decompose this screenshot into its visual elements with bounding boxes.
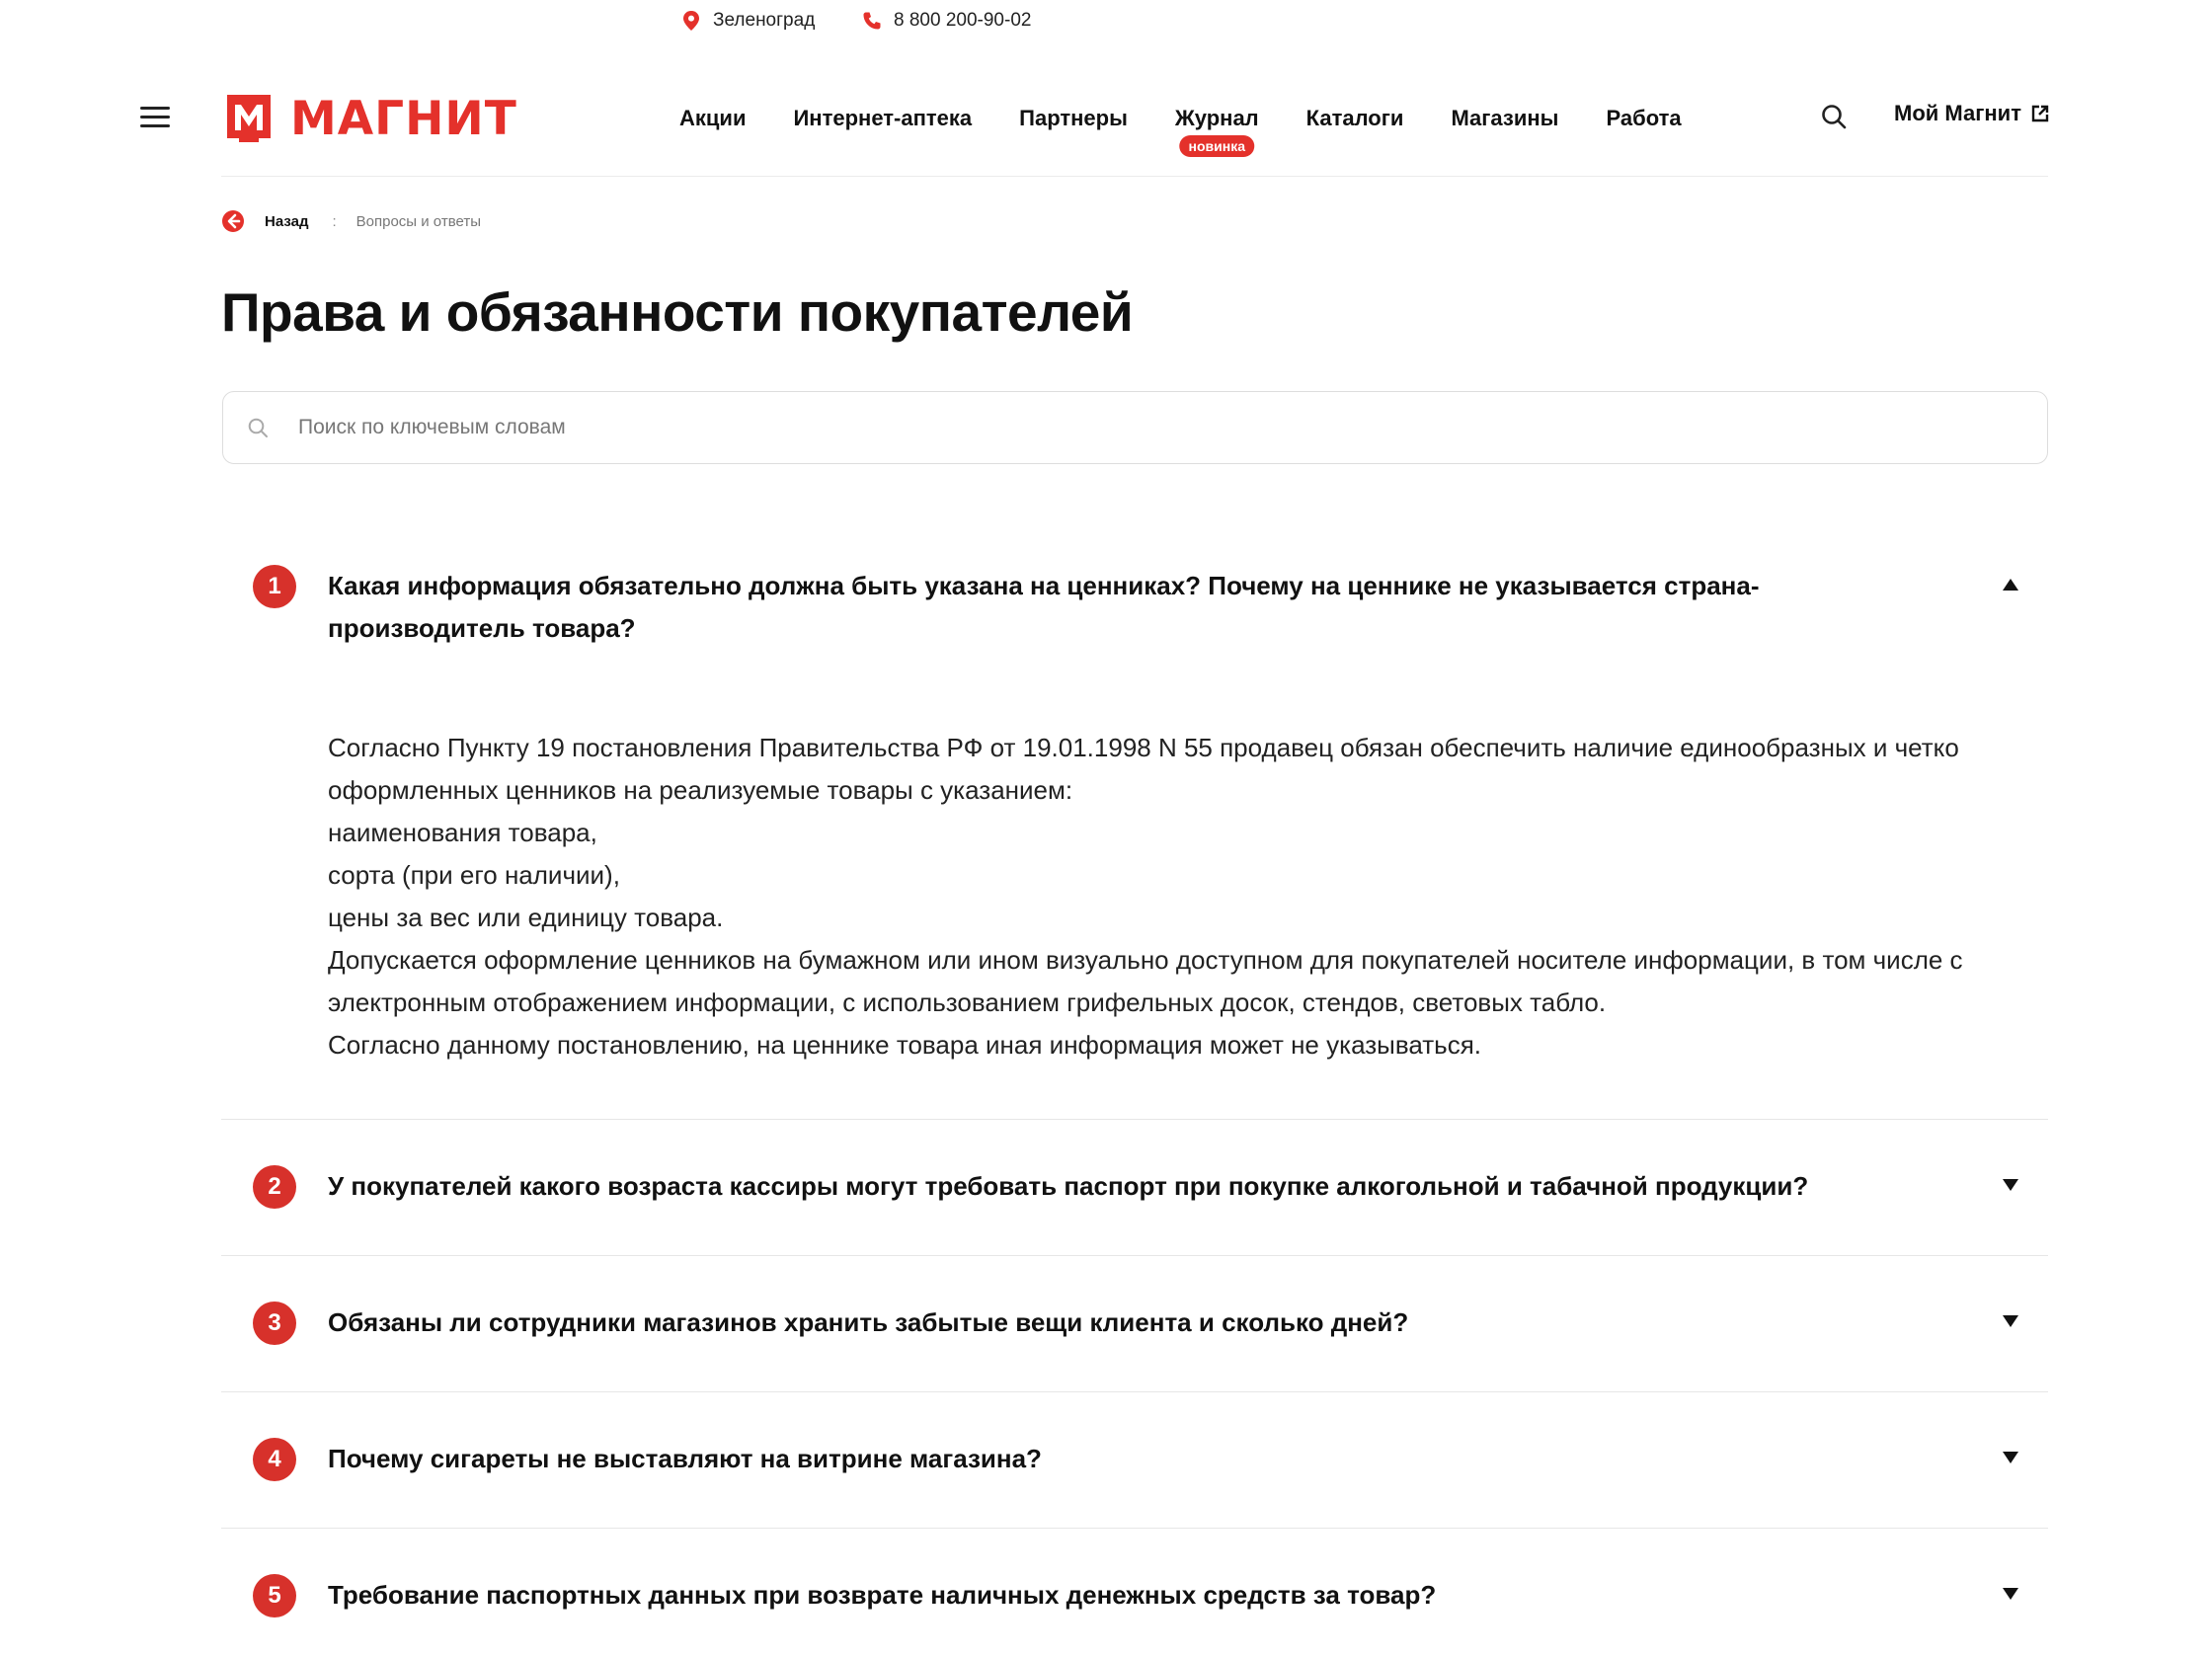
faq-question-text: Требование паспортных данных при возврате наличных денежных средств за товар? [328,1580,1437,1610]
phone-label: 8 800 200-90-02 [894,10,1032,31]
search-icon [247,417,269,438]
phone-link[interactable] [862,10,1031,32]
page-title: Права и обязанности покупателей [221,281,1134,343]
faq-search [222,391,2048,464]
site-header [0,69,2212,178]
faq-answer-paragraph: сорта (при его наличии), [328,860,620,890]
faq-answer-paragraph: Согласно Пункту 19 постановления Правительства РФ от 19.01.1998 N 55 продавец обязан обеспечить наличие единообразных и четко оформленных ценников на реализуемые товары с указанием: [328,733,1959,805]
chevron-down-icon[interactable] [2003,1315,2018,1327]
chevron-up-icon[interactable] [2003,579,2018,591]
faq-item [221,1529,2048,1657]
faq-question-text: У покупателей какого возраста кассиры могут требовать паспорт при покупке алкогольной и табачной продукции? [328,1171,1809,1201]
search-input[interactable] [298,392,2016,463]
nav-item-pharmacy[interactable]: Интернет-аптека [793,106,973,130]
faq-item [221,523,2048,1120]
nav-item-catalogs[interactable]: Каталоги [1305,106,1404,130]
nav-item-stores[interactable]: Магазины [1451,106,1559,130]
menu-burger-icon[interactable] [140,105,170,128]
faq-number-badge: 4 [253,1438,296,1481]
brand-logo[interactable] [221,91,517,146]
faq-question-toggle[interactable] [221,1120,2048,1256]
faq-number-badge: 1 [253,565,296,608]
faq-number-badge: 2 [253,1165,296,1209]
faq-answer-paragraph: цены за вес или единицу товара. [328,903,724,932]
nav-item-journal[interactable]: Журнал новинка [1175,106,1259,131]
faq-list [221,523,2048,1657]
city-selector[interactable] [681,10,815,32]
faq-question-toggle[interactable] [221,1256,2048,1392]
breadcrumb [221,209,481,233]
external-link-icon [2031,105,2049,122]
faq-item [221,1256,2048,1392]
header-search-icon[interactable] [1820,103,1848,130]
faq-number-badge: 3 [253,1302,296,1345]
my-magnit-link[interactable]: Мой Магнит [1894,101,2049,126]
magnit-logo-icon [221,91,276,146]
chevron-down-icon[interactable] [2003,1588,2018,1600]
faq-answer [328,727,1997,1066]
phone-icon [862,10,882,32]
main-nav [679,99,1729,154]
nav-item-promotions[interactable]: Акции [679,106,747,130]
nav-item-partners[interactable]: Партнеры [1019,106,1128,130]
header-divider [221,176,2048,177]
faq-question-text: Какая информация обязательно должна быть указана на ценниках? Почему на ценнике не указывается страна-производитель товара? [328,571,1760,643]
breadcrumb-separator: : [332,212,337,230]
faq-answer-paragraph: наименования товара, [328,818,597,847]
faq-item [221,1392,2048,1529]
chevron-down-icon[interactable] [2003,1179,2018,1191]
city-label: Зеленоград [713,10,816,31]
faq-question-text: Обязаны ли сотрудники магазинов хранить забытые вещи клиента и сколько дней? [328,1307,1409,1337]
faq-number-badge: 5 [253,1574,296,1618]
nav-item-jobs[interactable]: Работа [1606,106,1682,130]
location-pin-icon [681,10,701,32]
back-link[interactable]: Назад [265,212,309,230]
faq-question-toggle[interactable] [221,1529,2048,1657]
faq-item [221,1120,2048,1256]
breadcrumb-faq[interactable]: Вопросы и ответы [356,212,481,230]
faq-answer-paragraph: Допускается оформление ценников на бумажном или ином визуально доступном для покупателей носителе информации, в том числе с электронным отображением информации, с использованием грифельных досок, стендов, световых табло. [328,945,1963,1017]
faq-question-text: Почему сигареты не выставляют на витрине магазина? [328,1444,1042,1473]
faq-answer-paragraph: Согласно данному постановлению, на ценнике товара иная информация может не указываться. [328,1030,1482,1060]
faq-question-toggle[interactable] [221,1392,2048,1529]
new-badge: новинка [1180,135,1254,157]
logo-text: МАГНИТ [290,91,517,146]
top-contact-bar [0,0,2212,45]
faq-question-toggle[interactable] [221,523,2048,660]
back-arrow-icon[interactable] [221,209,245,233]
chevron-down-icon[interactable] [2003,1452,2018,1463]
